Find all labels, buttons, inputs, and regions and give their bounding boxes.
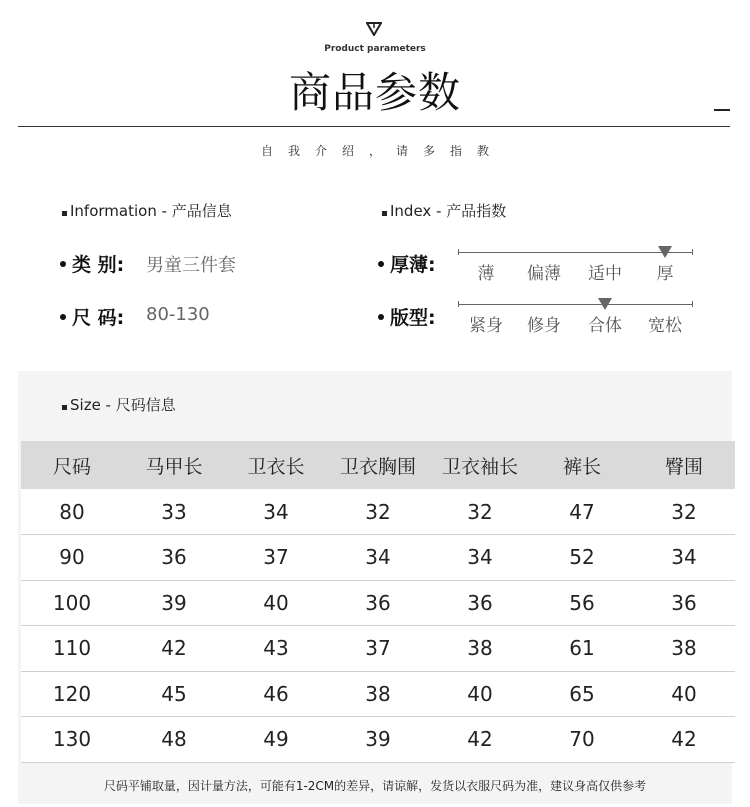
table-cell: 43 <box>225 626 327 672</box>
column-header: 卫衣袖长 <box>429 441 531 489</box>
table-cell: 42 <box>123 626 225 672</box>
table-cell: 70 <box>531 717 633 763</box>
square-bullet-icon <box>382 211 387 216</box>
table-cell: 37 <box>225 535 327 581</box>
page-title: 商品参数 <box>288 68 461 117</box>
table-cell: 56 <box>531 580 633 626</box>
fit-option: 合体 <box>588 316 622 336</box>
category-label: 类 别: <box>60 250 124 277</box>
size-range-label: 尺 码: <box>60 303 124 330</box>
table-cell: 33 <box>123 489 225 535</box>
size-note: 尺码平铺取量，因计量方法，可能有1-2CM的差异，请谅解，发货以衣服尺码为准，建议身高仅供参考 <box>103 779 647 793</box>
triangle-down-icon <box>366 22 382 36</box>
dot-bullet-icon <box>378 314 384 320</box>
table-row <box>21 580 735 626</box>
fit-label: 版型: <box>378 303 436 330</box>
table-cell: 49 <box>225 717 327 763</box>
table-cell: 40 <box>633 671 735 717</box>
table-cell: 34 <box>429 535 531 581</box>
scale-tick <box>458 249 459 255</box>
fit-option: 宽松 <box>648 316 682 336</box>
table-cell: 38 <box>633 626 735 672</box>
size-range-value: 80-130 <box>146 304 210 325</box>
table-cell: 34 <box>633 535 735 581</box>
fit-scale <box>458 304 693 344</box>
table-cell: 120 <box>21 671 123 717</box>
thickness-scale <box>458 252 693 292</box>
table-cell: 32 <box>429 489 531 535</box>
table-row <box>21 671 735 717</box>
scale-tick <box>692 249 693 255</box>
table-cell: 34 <box>327 535 429 581</box>
table-cell: 38 <box>429 626 531 672</box>
table-cell: 38 <box>327 671 429 717</box>
table-cell: 42 <box>429 717 531 763</box>
size-heading: Size - 尺码信息 <box>62 394 176 415</box>
thickness-option: 薄 <box>477 264 495 284</box>
table-cell: 42 <box>633 717 735 763</box>
table-cell: 36 <box>429 580 531 626</box>
column-header: 卫衣长 <box>225 441 327 489</box>
table-cell: 100 <box>21 580 123 626</box>
table-cell: 110 <box>21 626 123 672</box>
thickness-marker-icon <box>658 246 672 258</box>
table-cell: 34 <box>225 489 327 535</box>
thickness-label: 厚薄: <box>378 250 436 277</box>
page-subtitle: Product parameters <box>324 44 426 54</box>
column-header: 尺码 <box>21 441 123 489</box>
table-cell: 36 <box>633 580 735 626</box>
table-cell: 47 <box>531 489 633 535</box>
table-cell: 61 <box>531 626 633 672</box>
table-row <box>21 535 735 581</box>
table-cell: 80 <box>21 489 123 535</box>
table-cell: 32 <box>633 489 735 535</box>
square-bullet-icon <box>62 211 67 216</box>
square-bullet-icon <box>62 405 67 410</box>
table-cell: 40 <box>225 580 327 626</box>
thickness-option: 厚 <box>656 264 674 284</box>
table-row <box>21 717 735 763</box>
fit-marker-icon <box>598 298 612 310</box>
table-cell: 130 <box>21 717 123 763</box>
fit-option: 修身 <box>527 316 561 336</box>
table-cell: 48 <box>123 717 225 763</box>
fit-option: 紧身 <box>469 316 503 336</box>
dot-bullet-icon <box>60 261 66 267</box>
table-cell: 36 <box>123 535 225 581</box>
category-value: 男童三件套 <box>146 255 236 276</box>
table-cell: 40 <box>429 671 531 717</box>
column-header: 臀围 <box>633 441 735 489</box>
table-row <box>21 489 735 535</box>
table-cell: 90 <box>21 535 123 581</box>
table-cell: 36 <box>327 580 429 626</box>
dot-bullet-icon <box>378 261 384 267</box>
table-header-row <box>21 441 735 489</box>
table-cell: 45 <box>123 671 225 717</box>
thickness-option: 偏薄 <box>527 264 561 284</box>
table-cell: 46 <box>225 671 327 717</box>
scale-tick <box>458 301 459 307</box>
table-cell: 39 <box>327 717 429 763</box>
information-heading: Information - 产品信息 <box>62 200 232 221</box>
intro-text: 自我介绍，请多指教 <box>260 144 504 158</box>
dot-bullet-icon <box>60 314 66 320</box>
table-cell: 65 <box>531 671 633 717</box>
size-table <box>21 441 735 763</box>
table-cell: 37 <box>327 626 429 672</box>
column-header: 马甲长 <box>123 441 225 489</box>
column-header: 卫衣胸围 <box>327 441 429 489</box>
table-cell: 39 <box>123 580 225 626</box>
table-cell: 32 <box>327 489 429 535</box>
index-heading: Index - 产品指数 <box>382 200 506 221</box>
scale-line <box>458 304 693 305</box>
table-row <box>21 626 735 672</box>
scale-tick <box>692 301 693 307</box>
column-header: 裤长 <box>531 441 633 489</box>
divider-dash <box>714 109 730 111</box>
header-divider <box>18 126 730 127</box>
table-cell: 52 <box>531 535 633 581</box>
page-header <box>0 0 750 158</box>
thickness-option: 适中 <box>588 264 622 284</box>
